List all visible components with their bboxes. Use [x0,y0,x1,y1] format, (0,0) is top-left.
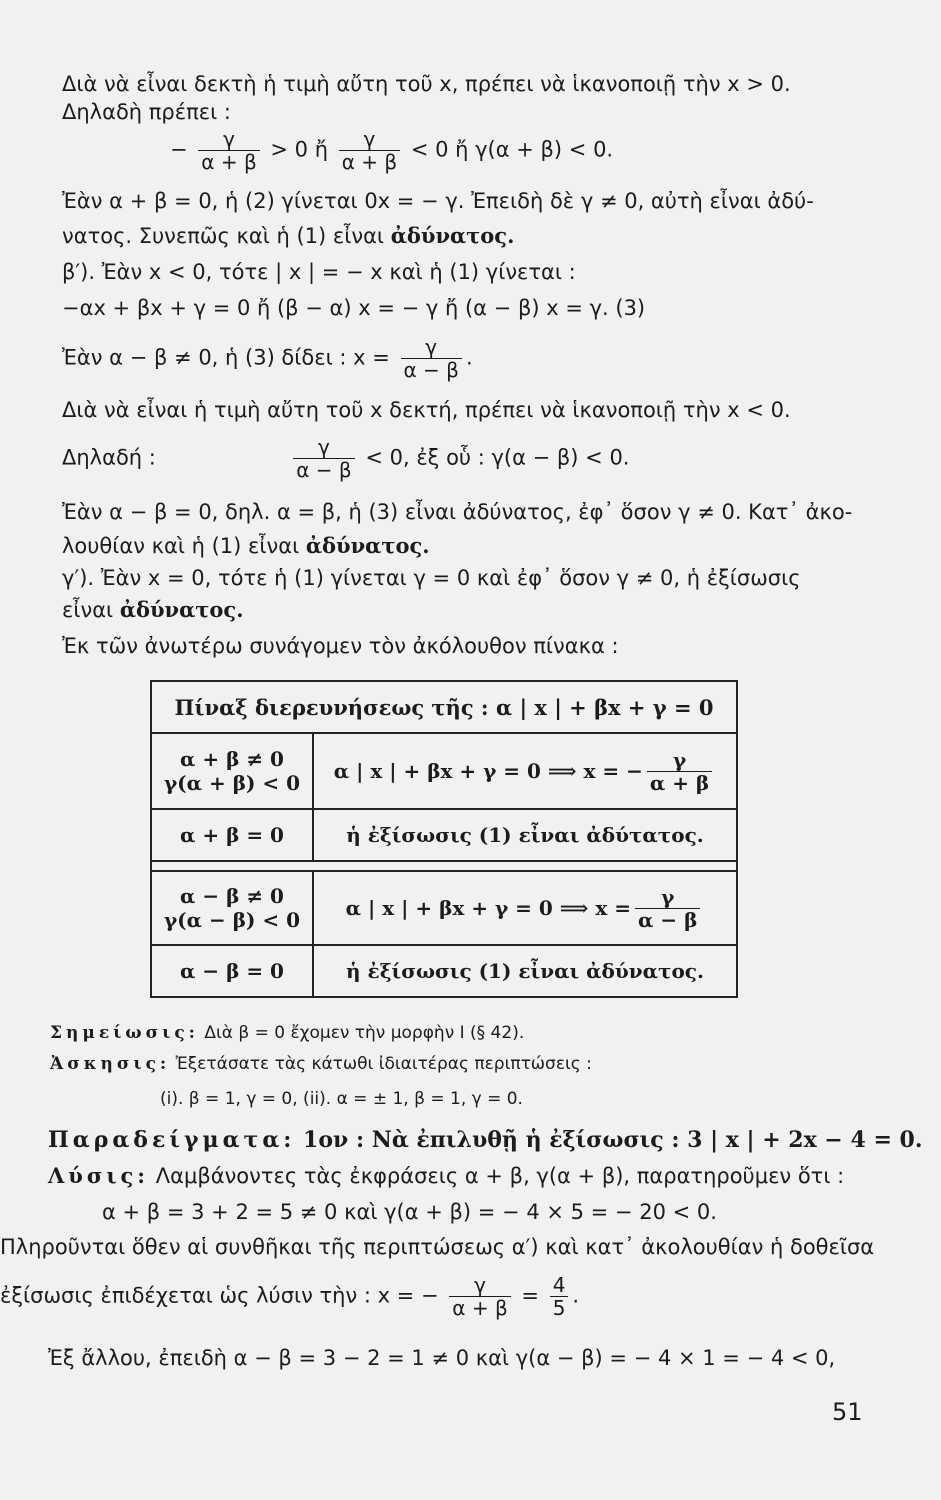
result-cell [314,872,736,944]
text-segment: = [521,1283,539,1308]
text-line [0,1274,579,1319]
condition-cell [152,946,314,996]
text-line: γ′). Ἐὰν x = 0, τότε ἡ (1) γίνεται γ = 0 καὶ ἐφ᾽ ὅσον γ ≠ 0, ἡ ἐξίσωσις [62,566,801,590]
text-segment: νατος. Συνεπῶς καὶ ἡ (1) εἶναι [62,224,391,248]
bold-word: ἀδύνατος. [305,533,430,558]
table-title: Πίναξ διερευνήσεως τῆς : α | x | + βx + γ = 0 [174,694,714,720]
text-line: Ἐξ ἄλλου, ἐπειδὴ α − β = 3 − 2 = 1 ≠ 0 καὶ γ(α − β) = − 4 × 1 = − 4 < 0, [48,1346,836,1370]
note-line [50,1055,592,1075]
condition: α − β = 0 [180,959,284,983]
text-segment: . [572,1283,580,1308]
condition: α + β = 0 [180,823,284,847]
text-segment: ἐξίσωσις ἐπιδέχεται ὡς λύσιν τὴν : x = − [0,1283,439,1308]
note-label: Σημείωσις: [50,1023,199,1043]
note-line: (i). β = 1, γ = 0, (ii). α = ± 1, β = 1, γ = 0. [160,1089,523,1109]
result-text: ἡ ἐξίσωσις (1) εἶναι ἀδύτατος. [346,823,704,847]
bold-word: ἀδύνατος. [119,597,244,622]
result-text: α | x | + βx + γ = 0 ⟹ x = − [333,759,643,783]
example-heading [48,1128,923,1153]
table-row [152,870,736,946]
fraction: $\frac{\gamma}{\alpha - \beta}$ [401,336,462,381]
text-line: Ἐὰν α + β = 0, ἡ (2) γίνεται 0x = − γ. Ἐπειδὴ δὲ γ ≠ 0, αὐτὴ εἶναι ἀδύ- [62,189,814,213]
text-line: β′). Ἐὰν x < 0, τότε | x | = − x καὶ ἡ (1) γίνεται : [62,260,576,284]
fraction: $\frac{\gamma}{\alpha - \beta}$ [635,886,700,931]
text-segment: < 0 ἤ γ(α + β) < 0. [410,137,614,162]
text-segment: λουθίαν καὶ ἡ (1) εἶναι [62,534,306,558]
discussion-table [150,680,738,998]
result-cell [314,810,736,860]
text-segment: Λαμβάνοντες τὰς ἐκφράσεις α + β, γ(α + β), παρατηροῦμεν ὅτι : [155,1164,845,1188]
fraction: $\frac{\gamma}{\alpha + \beta}$ [449,1274,510,1319]
fraction: $\frac{\gamma}{\alpha + \beta}$ [647,749,712,794]
text-segment: εἶναι [62,598,120,622]
inequality-line [170,128,613,173]
table-row [152,734,736,810]
text-line: Διὰ νὰ εἶναι δεκτὴ ἡ τιμὴ αὔτη τοῦ x, πρέπει νὰ ἱκανοποιῇ τὴν x > 0. [62,72,791,96]
condition: α − β ≠ 0 [180,884,284,908]
text-line [62,224,514,248]
text-line: Ἐὰν α − β = 0, δηλ. α = β, ἡ (3) εἶναι ἀδύνατος, ἐφ᾽ ὅσον γ ≠ 0. Κατ᾽ ἀκο- [62,500,853,524]
example-title: 1ον : Νὰ ἐπιλυθῇ ἡ ἐξίσωσις : 3 | x | + 2x − 4 = 0. [303,1127,923,1153]
fraction: $\frac{4}{5}$ [550,1274,569,1319]
table-header-row [152,682,736,734]
result-cell [314,946,736,996]
text-line [48,1164,844,1188]
text-line: Ἐκ τῶν ἀνωτέρω συνάγομεν τὸν ἀκόλουθον πίνακα : [62,634,619,658]
result-text: α | x | + βx + γ = 0 ⟹ x = [345,896,631,920]
condition-cell [152,872,314,944]
text-segment: < 0, ἐξ οὗ : γ(α − β) < 0. [365,445,630,470]
condition-cell [152,810,314,860]
condition-cell [152,734,314,808]
table-row [152,810,736,862]
note-label: Ἀσκησις: [50,1054,171,1074]
note-line [50,1024,524,1044]
text-segment: . [465,345,473,370]
solution-label: Λύσις: [48,1163,150,1188]
result-text: ἡ ἐξίσωσις (1) εἶναι ἀδύνατος. [346,959,704,983]
fraction: $\frac{\gamma}{\alpha + \beta}$ [339,128,400,173]
condition: γ(α − β) < 0 [163,908,301,932]
text-line: Διὰ νὰ εἶναι ἡ τιμὴ αὔτη τοῦ x δεκτή, πρέπει νὰ ἱκανοποιῇ τὴν x < 0. [62,398,791,422]
bold-word: ἀδύνατος. [390,223,515,248]
text-segment: Ἐὰν α − β ≠ 0, ἡ (3) δίδει : x = [62,345,390,370]
text-line: −αx + βx + γ = 0 ἤ (β − α) x = − γ ἤ (α − β) x = γ. (3) [62,296,646,320]
page-number: 51 [832,1398,863,1426]
text-segment: Δηλαδή : [62,445,156,470]
text-line [62,534,430,558]
text-line: Δηλαδὴ πρέπει : [62,100,231,124]
note-text: Διὰ β = 0 ἔχομεν τὴν μορφὴν I (§ 42). [204,1023,525,1043]
text-line [62,336,473,381]
condition: γ(α + β) < 0 [163,771,301,795]
fraction: $\frac{\gamma}{\alpha + \beta}$ [198,128,259,173]
text-line [62,598,244,622]
text-line [62,436,629,481]
minus-sign: − [170,137,188,162]
text-line: Πληροῦνται ὅθεν αἱ συνθῆκαι τῆς περιπτώσεως α′) καὶ κατ᾽ ἀκολουθίαν ἡ δοθεῖσα [0,1235,875,1259]
condition: α + β ≠ 0 [180,747,284,771]
example-label: Παραδείγματα: [48,1127,296,1153]
table-row [152,946,736,996]
fraction: $\frac{\gamma}{\alpha - \beta}$ [293,436,354,481]
text-line: α + β = 3 + 2 = 5 ≠ 0 καὶ γ(α + β) = − 4 × 5 = − 20 < 0. [102,1200,717,1224]
text-segment: > 0 ἤ [270,137,329,162]
result-cell [314,734,736,808]
note-text: Ἐξετάσατε τὰς κάτωθι ἰδιαιτέρας περιπτώσεις : [175,1054,592,1074]
